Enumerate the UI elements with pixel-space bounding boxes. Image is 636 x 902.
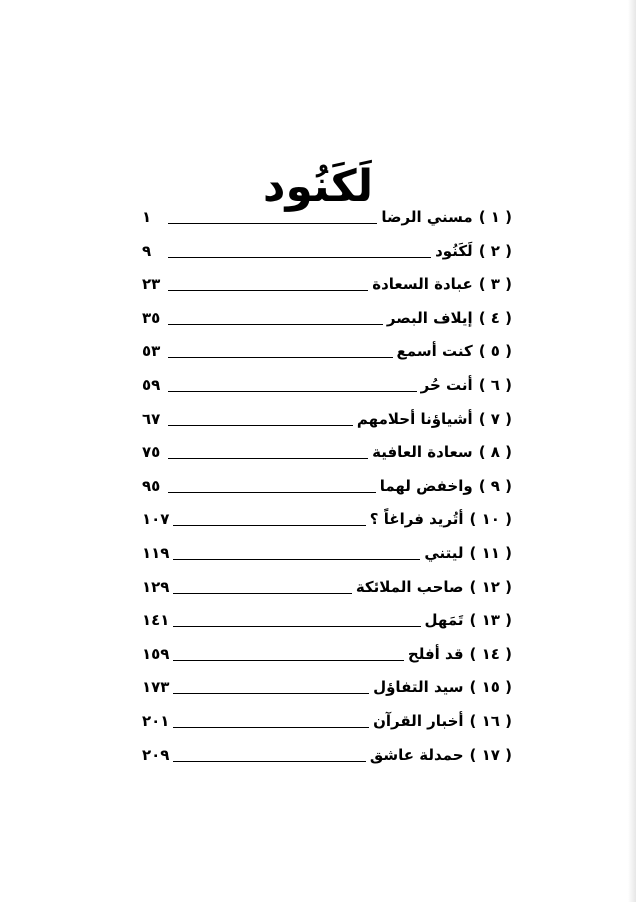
toc-leader-line [168, 222, 377, 224]
toc-label: كنت أسمع [396, 342, 473, 361]
toc-leader-line [168, 424, 353, 426]
page-edge-shadow [628, 0, 636, 902]
toc-row[interactable] [142, 376, 512, 410]
toc-leader-line [168, 457, 368, 459]
toc-row[interactable] [142, 443, 512, 477]
toc-page-number: ٧٥ [142, 443, 161, 462]
toc-number: ( ١ ) [478, 208, 512, 226]
toc-number: ( ٧ ) [478, 409, 512, 428]
toc-row[interactable] [142, 510, 512, 544]
toc-number: ( ٣ ) [478, 275, 512, 294]
toc-label: سعادة العافية [372, 443, 473, 462]
toc-number: ( ٦ ) [478, 375, 512, 394]
toc-leader-line [168, 256, 431, 258]
toc-label: أتُريد فراغاً ؟ [369, 510, 464, 529]
toc-number: ( ٩ ) [478, 476, 512, 495]
toc-label: لَكَنُود [435, 241, 473, 260]
toc-leader-line [168, 323, 383, 325]
toc-label: حمدلة عاشق [369, 745, 464, 764]
toc-row[interactable] [142, 342, 512, 376]
toc-number: ( ١٧ ) [469, 745, 512, 764]
toc-label: تَمَهل [424, 611, 464, 630]
toc-label: واخفض لهما [379, 476, 473, 495]
toc-row[interactable] [142, 678, 512, 712]
toc-number: ( ١٤ ) [469, 644, 512, 663]
toc-number: ( ٥ ) [478, 342, 512, 361]
toc-row[interactable] [142, 208, 512, 242]
toc-number: ( ٤ ) [478, 308, 512, 327]
toc-row[interactable] [142, 309, 512, 343]
toc-leader-line [173, 659, 403, 661]
toc-page-number: ١٢٩ [142, 577, 170, 596]
toc-row[interactable] [142, 242, 512, 276]
toc-leader-line [173, 692, 369, 694]
toc-leader-line [173, 760, 365, 762]
toc-leader-line [173, 625, 420, 627]
toc-number: ( ١١ ) [469, 543, 512, 562]
toc-page-number: ٢٣ [142, 275, 161, 294]
toc-page-number: ٢٠٩ [142, 745, 170, 764]
toc-number: ( ١٢ ) [469, 577, 512, 596]
toc-label: عبادة السعادة [372, 275, 473, 294]
toc-page-number: ١٧٣ [142, 678, 170, 697]
toc-row[interactable] [142, 578, 512, 612]
page-title: لَكَنُود [262, 161, 374, 213]
toc-page-number: ١ [142, 208, 152, 226]
toc-label: أشياؤنا أحلامهم [356, 409, 473, 428]
toc-label: ليتني [424, 543, 464, 562]
table-of-contents [142, 208, 512, 779]
toc-leader-line [173, 558, 420, 560]
toc-row[interactable] [142, 477, 512, 511]
toc-row[interactable] [142, 275, 512, 309]
toc-leader-line [173, 726, 369, 728]
toc-label: مسني الرضا [381, 208, 473, 226]
toc-row[interactable] [142, 712, 512, 746]
toc-row[interactable] [142, 746, 512, 780]
toc-leader-line [168, 356, 393, 358]
toc-number: ( ٢ ) [478, 241, 512, 260]
toc-number: ( ١٣ ) [469, 611, 512, 630]
toc-label: سيد التفاؤل [373, 678, 464, 697]
toc-leader-line [173, 592, 351, 594]
toc-row[interactable] [142, 544, 512, 578]
toc-page-number: ٢٠١ [142, 711, 170, 730]
toc-page-number: ٦٧ [142, 409, 161, 428]
toc-page-number: ١٥٩ [142, 644, 170, 663]
toc-page-number: ١١٩ [142, 543, 170, 562]
toc-label: صاحب الملائكة [355, 577, 464, 596]
toc-row[interactable] [142, 645, 512, 679]
toc-page-number: ٥٣ [142, 342, 161, 361]
toc-number: ( ١٦ ) [469, 711, 512, 730]
toc-row[interactable] [142, 611, 512, 645]
toc-number: ( ٨ ) [478, 443, 512, 462]
toc-page-number: ٥٩ [142, 375, 161, 394]
toc-page-number: ٩٥ [142, 476, 161, 495]
toc-page-number: ١٠٧ [142, 510, 170, 529]
toc-label: أنت حُر [420, 375, 473, 394]
toc-leader-line [168, 390, 417, 392]
toc-page-number: ١٤١ [142, 611, 170, 630]
toc-leader-line [168, 289, 368, 291]
toc-label: قد أفلح [407, 644, 464, 663]
toc-page-number: ٣٥ [142, 308, 161, 327]
toc-leader-line [173, 524, 365, 526]
toc-number: ( ١٠ ) [469, 510, 512, 529]
toc-number: ( ١٥ ) [469, 678, 512, 697]
toc-leader-line [168, 491, 376, 493]
toc-row[interactable] [142, 410, 512, 444]
toc-label: إيلاف البصر [386, 308, 473, 327]
toc-label: أخبار القرآن [373, 711, 464, 730]
toc-page-number: ٩ [142, 241, 152, 260]
